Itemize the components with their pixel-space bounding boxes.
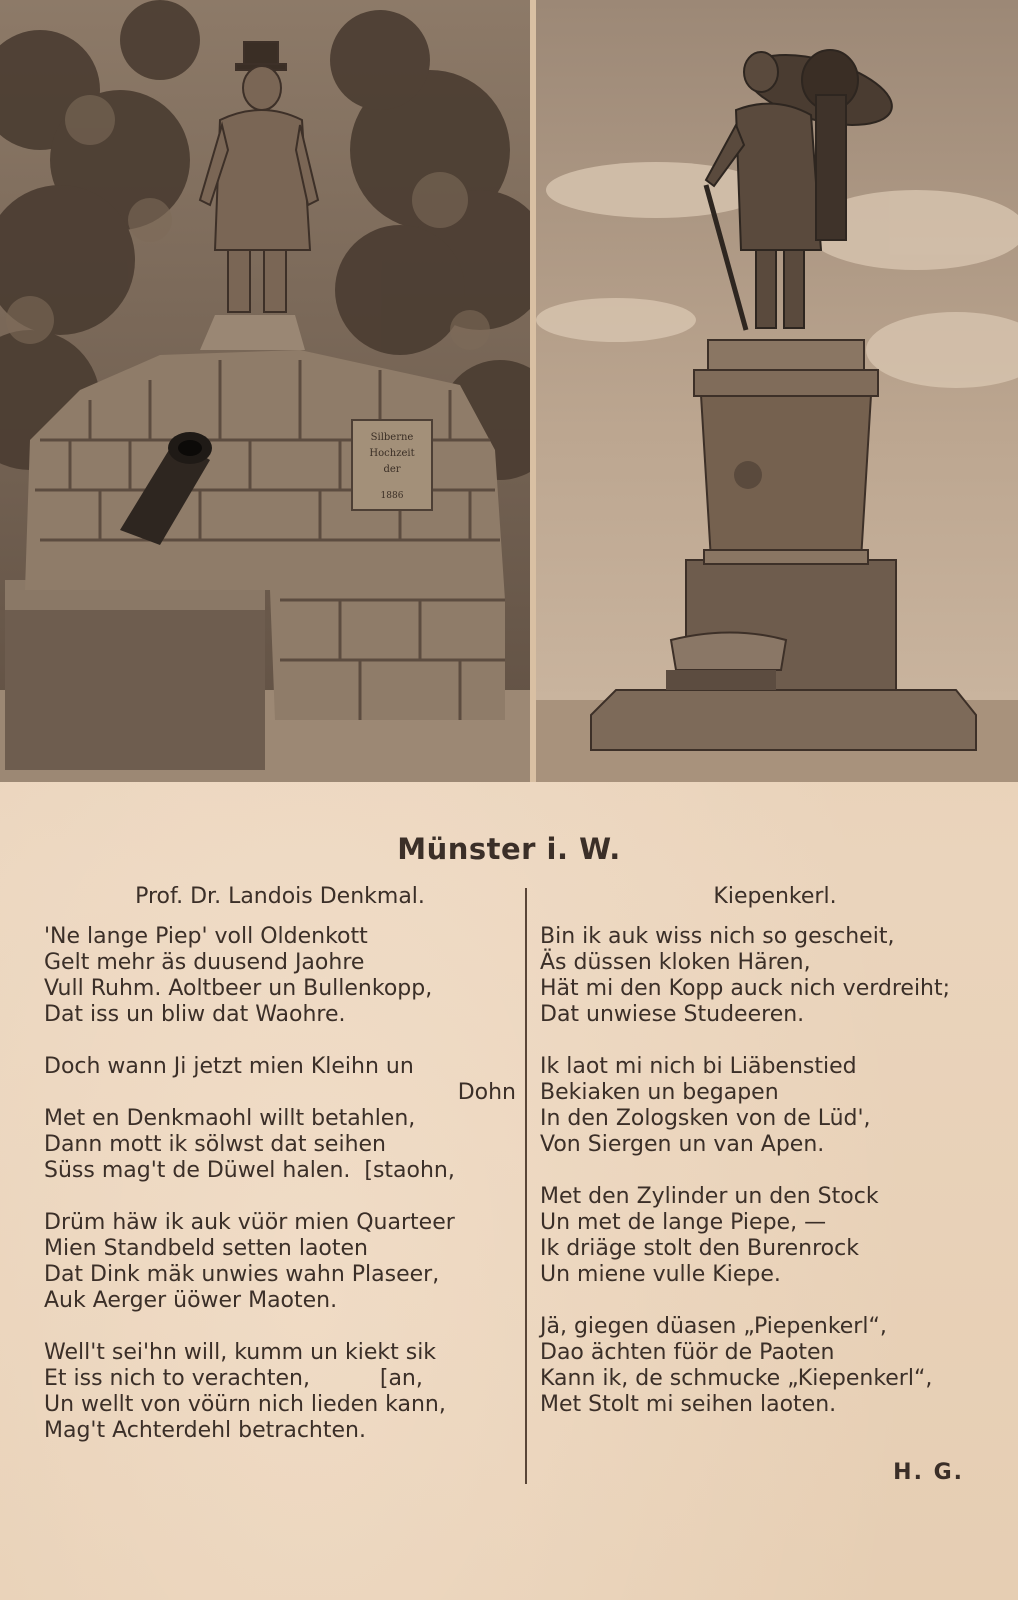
poem-line: Ik laot mi nich bi Liäbenstied	[540, 1054, 857, 1079]
landois-stanza-2	[44, 1054, 516, 1184]
poem-line: Drüm häw ik auk vüör mien Quarteer	[44, 1210, 455, 1235]
poem-line: Met den Zylinder un den Stock	[540, 1184, 879, 1209]
landois-poem-heading: Prof. Dr. Landois Denkmal.	[135, 884, 425, 909]
landois-stanza-3	[44, 1210, 516, 1314]
poem-line: Dao ächten füör de Paoten	[540, 1340, 835, 1365]
author-initials: H. G.	[893, 1460, 964, 1485]
poem-line: Mien Standbeld setten laoten	[44, 1236, 368, 1261]
kiepenkerl-stanza-3	[540, 1184, 1010, 1288]
poem-line: Jä, giegen düasen „Piepenkerl“,	[540, 1314, 887, 1339]
poem-line: Vull Ruhm. Aoltbeer un Bullenkopp,	[44, 976, 433, 1001]
plaque-line-3: der	[383, 464, 401, 475]
poem-line: Un wellt von vöürn nich lieden kann,	[44, 1392, 446, 1417]
poem-line: Well't sei'hn will, kumm un kiekt sik	[44, 1340, 437, 1365]
poem-line: Äs düssen kloken Hären,	[540, 950, 811, 975]
kiepenkerl-stanza-2	[540, 1054, 1010, 1158]
poem-line: In den Zologsken von de Lüd',	[540, 1106, 871, 1131]
poem-line: Von Siergen un van Apen.	[540, 1132, 825, 1157]
poem-line: Ik driäge stolt den Burenrock	[540, 1236, 859, 1261]
poem-line: Dohn	[457, 1080, 516, 1105]
landois-monument-photo	[0, 0, 530, 782]
landois-stanza-1	[44, 924, 516, 1028]
poem-line: 'Ne lange Piep' voll Oldenkott	[44, 924, 368, 949]
poem-line: Doch wann Ji jetzt mien Kleihn un	[44, 1054, 414, 1079]
kiepenkerl-poem-heading: Kiepenkerl.	[713, 884, 837, 909]
poem-line: Süss mag't de Düwel halen. [staohn,	[44, 1158, 455, 1183]
kiepenkerl-stanza-1	[540, 924, 1010, 1028]
poem-line: Met Stolt mi seihen laoten.	[540, 1392, 837, 1417]
poem-line: Un met de lange Piepe, —	[540, 1210, 827, 1235]
poem-line: Auk Aerger üöwer Maoten.	[44, 1288, 338, 1313]
kiepenkerl-monument-photo	[536, 0, 1018, 782]
plaque-line-1: Silberne	[370, 432, 414, 443]
poem-line: Dat iss un bliw dat Waohre.	[44, 1002, 346, 1027]
poem-line: Bekiaken un begapen	[540, 1080, 779, 1105]
poem-line: Gelt mehr äs duusend Jaohre	[44, 950, 365, 975]
poem-line: Met en Denkmaohl willt betahlen,	[44, 1106, 416, 1131]
kiepenkerl-stanza-4	[540, 1314, 1010, 1418]
landois-stanza-4	[44, 1340, 516, 1444]
poem-line: Un miene vulle Kiepe.	[540, 1262, 781, 1287]
page-title: Münster i. W.	[397, 832, 621, 866]
poem-line: Dat Dink mäk unwies wahn Plaseer,	[44, 1262, 440, 1287]
landois-poem	[44, 884, 516, 1470]
poem-line: Hät mi den Kopp auck nich verdreiht;	[540, 976, 951, 1001]
kiepenkerl-poem	[540, 884, 1010, 1444]
poem-line: Dat unwiese Studeeren.	[540, 1002, 805, 1027]
poem-line: Bin ik auk wiss nich so gescheit,	[540, 924, 895, 949]
poem-line: Et iss nich to verachten, [an,	[44, 1366, 423, 1391]
poem-line: Kann ik, de schmucke „Kiepenkerl“,	[540, 1366, 933, 1391]
plaque-line-2: Hochzeit	[369, 448, 415, 459]
plaque-line-4: 1886	[380, 491, 404, 501]
poem-line: Mag't Achterdehl betrachten.	[44, 1418, 366, 1443]
column-divider	[525, 888, 527, 1484]
poem-line: Dann mott ik sölwst dat seihen	[44, 1132, 386, 1157]
